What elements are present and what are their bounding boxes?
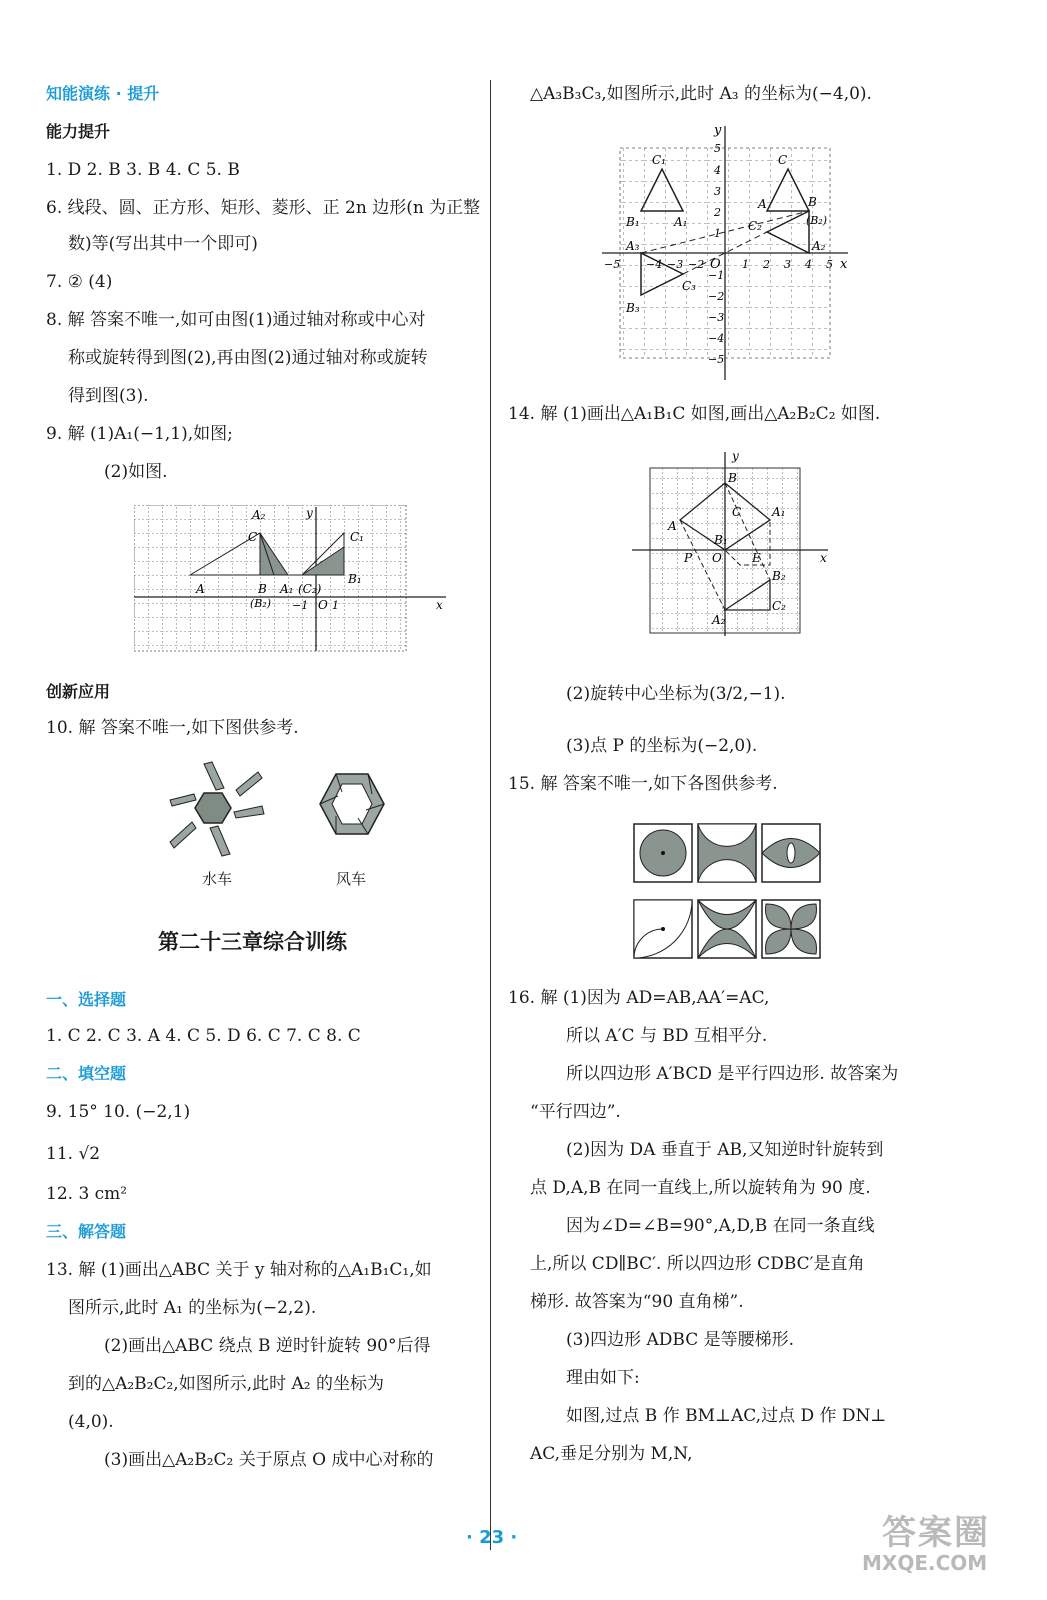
q15: 15. 解 答案不唯一,如下各图供参考. — [508, 774, 778, 794]
tick-y-neg1: −1 — [708, 269, 725, 282]
q16-line4: “平行四边”. — [530, 1102, 621, 1122]
caption-water-wheel: 水车 — [202, 870, 233, 888]
tick-y-2: 2 — [714, 206, 721, 219]
label-b2: B₂ — [772, 569, 786, 583]
blade-bottom — [210, 826, 230, 856]
tick-y-neg4: −4 — [708, 332, 725, 345]
q16-line2: 所以 A′C 与 BD 互相平分. — [566, 1026, 768, 1046]
section-solve: 三、解答题 — [46, 1222, 127, 1241]
q9-line2: (2)如图. — [104, 462, 168, 482]
column-divider — [490, 80, 491, 1550]
q8-line1: 8. 解 答案不唯一,如可由图(1)通过轴对称或中心对 — [46, 310, 426, 330]
page-number: · 23 · — [466, 1527, 518, 1548]
caption-windmill: 风车 — [336, 870, 367, 888]
label-a1: A₁ — [772, 505, 786, 519]
q16-line3: 所以四边形 A′BCD 是平行四边形. 故答案为 — [566, 1064, 899, 1084]
label-b1: B₁ — [348, 572, 362, 586]
label-c3: C₃ — [682, 279, 696, 293]
q13-coordinate-figure — [602, 118, 862, 388]
water-wheel-figure — [164, 760, 274, 860]
blade-right — [234, 806, 264, 818]
tick-x-neg5: −5 — [604, 258, 621, 271]
q16-line9: 梯形. 故答案为“90 直角梯”. — [530, 1292, 744, 1312]
fill-answers-9-10: 9. 15° 10. (−2,1) — [46, 1102, 191, 1122]
q14-coordinate-figure — [632, 448, 832, 638]
watermark-logo — [862, 1505, 1032, 1585]
tick-y-neg5: −5 — [708, 353, 725, 366]
q13-line6: (3)画出△A₂B₂C₂ 关于原点 O 成中心对称的 — [104, 1450, 434, 1470]
answers-1-5: 1. D 2. B 3. B 4. C 5. B — [46, 160, 240, 180]
chapter-title: 第二十三章综合训练 — [158, 930, 347, 954]
label-e: E — [752, 551, 761, 565]
tile-eye — [762, 824, 820, 882]
q16-line12: 如图,过点 B 作 BM⊥AC,过点 D 作 DN⊥ — [566, 1406, 887, 1426]
label-b: B — [808, 195, 817, 209]
tick-y-5: 5 — [714, 142, 721, 155]
q13-line2: 图所示,此时 A₁ 的坐标为(−2,2). — [68, 1298, 317, 1318]
label-y: y — [306, 506, 313, 520]
label-b2: (B₂) — [806, 214, 828, 227]
q16-line11: 理由如下: — [566, 1368, 640, 1388]
label-c2: C₂ — [772, 599, 786, 613]
subsection-innovation: 创新应用 — [46, 682, 111, 701]
tick-y-1: 1 — [714, 227, 721, 240]
label-a: A — [668, 519, 677, 533]
q6-line2: 数)等(写出其中一个即可) — [68, 234, 258, 254]
tile-petals — [698, 900, 756, 958]
label-c: C — [778, 153, 788, 167]
q13-line4: 到的△A₂B₂C₂,如图所示,此时 A₂ 的坐标为 — [68, 1374, 385, 1394]
subsection-ability: 能力提升 — [46, 122, 111, 141]
q13-line1: 13. 解 (1)画出△ABC 关于 y 轴对称的△A₁B₁C₁,如 — [46, 1260, 432, 1280]
q14-line2: (2)旋转中心坐标为(3/2,−1). — [566, 684, 786, 704]
label-p: P — [684, 551, 693, 565]
label-a: A — [196, 582, 205, 596]
tick-x-neg2: −2 — [688, 258, 705, 271]
q13-line5: (4,0). — [68, 1412, 114, 1432]
q15-figures — [632, 822, 824, 960]
watermark-line2: MXQE.COM — [862, 1551, 988, 1575]
section-choice: 一、选择题 — [46, 990, 127, 1009]
label-a1: A₁ — [674, 215, 688, 229]
label-b2: (B₂) — [250, 597, 272, 610]
label-a2: A₂ — [812, 239, 826, 253]
label-b3: B₃ — [626, 301, 640, 315]
label-x: x — [436, 598, 443, 612]
blade-top-right — [236, 772, 262, 796]
tick-y-3: 3 — [714, 185, 721, 198]
q16-line6: 点 D,A,B 在同一直线上,所以旋转角为 90 度. — [530, 1178, 871, 1198]
label-c2: (C₂) — [298, 582, 322, 596]
tick-y-neg3: −3 — [708, 311, 725, 324]
label-o: O — [712, 551, 722, 565]
tick-y-neg2: −2 — [708, 290, 725, 303]
tick-x-1: 1 — [742, 258, 749, 271]
blade-bottom-left — [170, 822, 196, 848]
q14-line1: 14. 解 (1)画出△A₁B₁C 如图,画出△A₂B₂C₂ 如图. — [508, 404, 881, 424]
label-a: A — [758, 197, 767, 211]
tick-x-2: 2 — [763, 258, 770, 271]
q13-line3: (2)画出△ABC 绕点 B 逆时针旋转 90°后得 — [104, 1336, 431, 1356]
label-x: x — [820, 551, 827, 565]
q16-line7: 因为∠D=∠B=90°,A,D,B 在同一条直线 — [566, 1216, 875, 1236]
tick-x-3: 3 — [784, 258, 791, 271]
label-b1: B₁ — [714, 533, 728, 547]
label-y: y — [714, 123, 722, 138]
fill-answer-12: 12. 3 cm² — [46, 1184, 128, 1204]
q9-line1: 9. 解 (1)A₁(−1,1),如图; — [46, 424, 233, 444]
choice-answers: 1. C 2. C 3. A 4. C 5. D 6. C 7. C 8. C — [46, 1026, 361, 1046]
q14-line3: (3)点 P 的坐标为(−2,0). — [566, 736, 758, 756]
label-c: C — [732, 505, 742, 519]
blade-left — [170, 794, 196, 806]
label-y: y — [732, 449, 739, 463]
tick-x-5: 5 — [826, 258, 833, 271]
q16-line13: AC,垂足分别为 M,N, — [530, 1444, 693, 1464]
q10: 10. 解 答案不唯一,如下图供参考. — [46, 718, 299, 738]
label-c: C — [248, 530, 258, 544]
q8-line3: 得到图(3). — [68, 386, 149, 406]
tile-flower — [762, 900, 820, 958]
q16-line1: 16. 解 (1)因为 AD=AB,AA′=AC, — [508, 988, 770, 1008]
label-a2: A₂ — [712, 613, 726, 627]
label-o: O — [710, 257, 721, 272]
tick-x-neg4: −4 — [646, 258, 663, 271]
section-fill: 二、填空题 — [46, 1064, 127, 1083]
label-b: B — [728, 471, 737, 485]
tick-x-4: 4 — [805, 258, 812, 271]
q8-line2: 称或旋转得到图(2),再由图(2)通过轴对称或旋转 — [68, 348, 428, 368]
q13-continued: △A₃B₃C₃,如图所示,此时 A₃ 的坐标为(−4,0). — [530, 84, 872, 104]
tick-1: 1 — [332, 599, 339, 612]
label-c1: C₁ — [652, 153, 666, 167]
label-b1: B₁ — [626, 215, 640, 229]
label-b: B — [258, 582, 267, 596]
label-a1: A₁ — [280, 582, 294, 596]
hexagon-center — [195, 793, 231, 823]
label-a2: A₂ — [252, 508, 266, 522]
tile-quarter-arcs — [634, 900, 692, 958]
q16-line10: (3)四边形 ADBC 是等腰梯形. — [566, 1330, 795, 1350]
label-o: O — [318, 598, 328, 612]
watermark-line1: 答案圈 — [882, 1513, 990, 1553]
label-c1: C₁ — [350, 530, 364, 544]
blade-top — [204, 762, 224, 790]
tick-neg1: −1 — [292, 599, 309, 612]
q6-line1: 6. 线段、圆、正方形、矩形、菱形、正 2n 边形(n 为正整 — [46, 198, 481, 218]
label-x: x — [840, 257, 848, 272]
q16-line8: 上,所以 CD∥BC′. 所以四边形 CDBC′是直角 — [530, 1254, 865, 1274]
windmill-figure — [314, 764, 390, 844]
tile-circle — [634, 824, 692, 882]
tick-y-4: 4 — [714, 164, 721, 177]
q7: 7. ② (4) — [46, 272, 113, 292]
label-c2: C₂ — [748, 219, 762, 233]
fill-answer-11: 11. √2 — [46, 1144, 101, 1164]
q16-line5: (2)因为 DA 垂直于 AB,又知逆时针旋转到 — [566, 1140, 884, 1160]
tile-hourglass — [698, 824, 756, 882]
label-a3: A₃ — [626, 239, 640, 253]
tick-x-neg3: −3 — [667, 258, 684, 271]
section-title: 知能演练 · 提升 — [46, 84, 160, 103]
q9-grid-figure — [134, 505, 454, 653]
